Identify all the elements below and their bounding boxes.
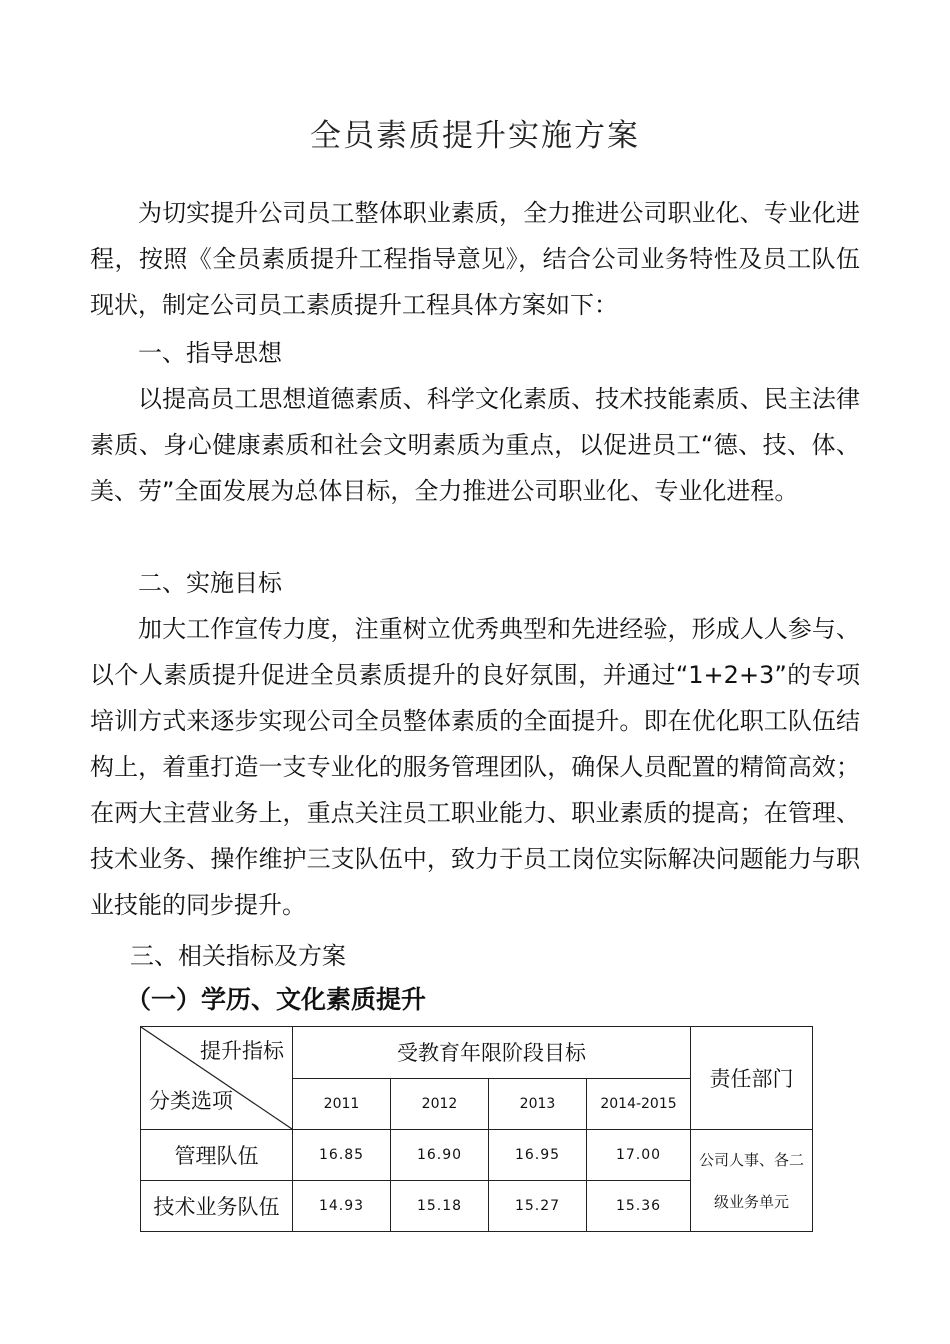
year-header: 2013 — [489, 1078, 587, 1130]
corner-label-top: 提升指标 — [200, 1039, 284, 1063]
responsibility-line: 公司人事、各二 — [698, 1150, 804, 1169]
corner-label-bottom: 分类选项 — [149, 1089, 233, 1113]
value-cell: 16.90 — [391, 1130, 489, 1181]
year-header: 2012 — [391, 1078, 489, 1130]
group-header: 受教育年限阶段目标 — [293, 1027, 691, 1079]
section2-paragraph: 加大工作宣传力度，注重树立优秀典型和先进经验，形成人人参与、以个人素质提升促进全员素质提升的良好氛围，并通过“1+2+3”的专项培训方式来逐步实现公司全员整体素质的全面提升。即在优化职工队伍结构上，着重打造一支专业化的服务管理团队，确保人员配置的精简高效；在两大主营业务上，重点关注员工职业能力、职业素质的提高；在管理、技术业务、操作维护三支队伍中，致力于员工岗位实际解决问题能力与职业技能的同步提升。 — [90, 615, 860, 919]
section2-heading: 二、实施目标 — [138, 569, 282, 597]
year-header: 2011 — [293, 1078, 391, 1130]
section1-paragraph: 以提高员工思想道德素质、科学文化素质、技术技能素质、民主法律素质、身心健康素质和社会文明素质为重点，以促进员工“德、技、体、美、劳”全面发展为总体目标，全力推进公司职业化、专业化进程。 — [90, 385, 860, 505]
value-cell: 15.36 — [587, 1181, 691, 1232]
value-cell: 16.85 — [293, 1130, 391, 1181]
value-cell: 16.95 — [489, 1130, 587, 1181]
section1-heading: 一、指导思想 — [138, 339, 282, 367]
education-target-table — [140, 1026, 813, 1232]
table-row — [141, 1130, 813, 1181]
row-label: 管理队伍 — [141, 1130, 293, 1181]
responsibility-header: 责任部门 — [691, 1027, 813, 1130]
value-cell: 15.27 — [489, 1181, 587, 1232]
value-cell: 17.00 — [587, 1130, 691, 1181]
row-label: 技术业务队伍 — [141, 1181, 293, 1232]
document-title: 全员素质提升实施方案 — [310, 118, 640, 154]
intro-paragraph: 为切实提升公司员工整体职业素质，全力推进公司职业化、专业化进程，按照《全员素质提升工程指导意见》，结合公司业务特性及员工队伍现状，制定公司员工素质提升工程具体方案如下： — [90, 199, 860, 319]
responsibility-line: 级业务单元 — [713, 1192, 789, 1211]
subsection-heading: （一）学历、文化素质提升 — [126, 985, 427, 1014]
value-cell: 14.93 — [293, 1181, 391, 1232]
section3-heading: 三、相关指标及方案 — [130, 942, 346, 970]
year-header: 2014-2015 — [587, 1078, 691, 1130]
value-cell: 15.18 — [391, 1181, 489, 1232]
responsibility-cell — [691, 1130, 813, 1232]
table-corner-cell — [141, 1027, 293, 1130]
